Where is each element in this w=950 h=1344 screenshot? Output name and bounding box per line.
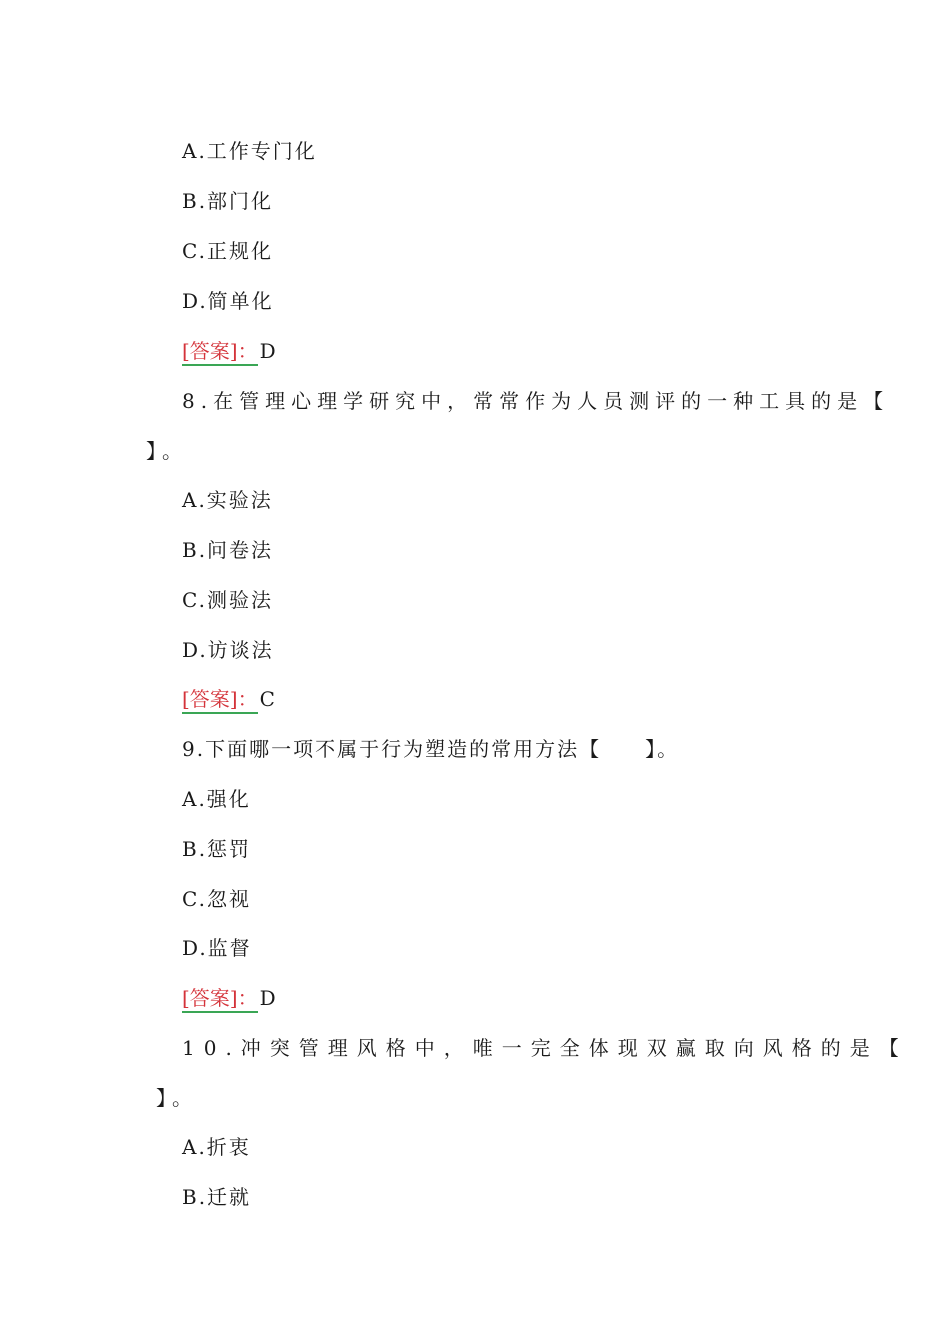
q9-answer-value: D <box>259 986 276 1010</box>
q7-answer-value: D <box>259 339 276 363</box>
q8-answer <box>182 686 275 712</box>
q10-option-b: B.迁就 <box>182 1185 252 1209</box>
q8-option-b: B.问卷法 <box>182 538 274 562</box>
q9-stem: 9.下面哪一项不属于行为塑造的常用方法【 】。 <box>182 737 680 761</box>
q8-option-a: A.实验法 <box>182 488 273 512</box>
q7-option-a: A.工作专门化 <box>182 139 317 163</box>
q10-option-a: A.折衷 <box>182 1135 251 1159</box>
q8-stem: 8.在管理心理学研究中，常常作为人员测评的一种工具的是【 <box>182 389 890 413</box>
q8-answer-value: C <box>259 687 275 711</box>
q8-option-c: C.测验法 <box>182 588 273 612</box>
q8-stem-continued: 】。 <box>146 439 188 463</box>
q9-answer <box>182 985 276 1011</box>
q7-answer <box>182 338 276 364</box>
q10-stem-continued: 】。 <box>156 1086 198 1110</box>
q9-option-b: B.惩罚 <box>182 837 252 861</box>
q9-option-c: C.忽视 <box>182 887 251 911</box>
q7-answer-label: [答案]： <box>182 339 258 366</box>
q9-answer-label: [答案]： <box>182 986 258 1013</box>
q10-stem: 10.冲突管理风格中，唯一完全体现双赢取向风格的是【 <box>182 1036 908 1060</box>
q8-answer-label: [答案]： <box>182 687 258 714</box>
q9-option-d: D.监督 <box>182 936 252 960</box>
q7-option-b: B.部门化 <box>182 189 274 213</box>
q7-option-c: C.正规化 <box>182 239 273 263</box>
q8-option-d: D.访谈法 <box>182 638 274 662</box>
q9-option-a: A.强化 <box>182 787 251 811</box>
q7-option-d: D.简单化 <box>182 289 274 313</box>
